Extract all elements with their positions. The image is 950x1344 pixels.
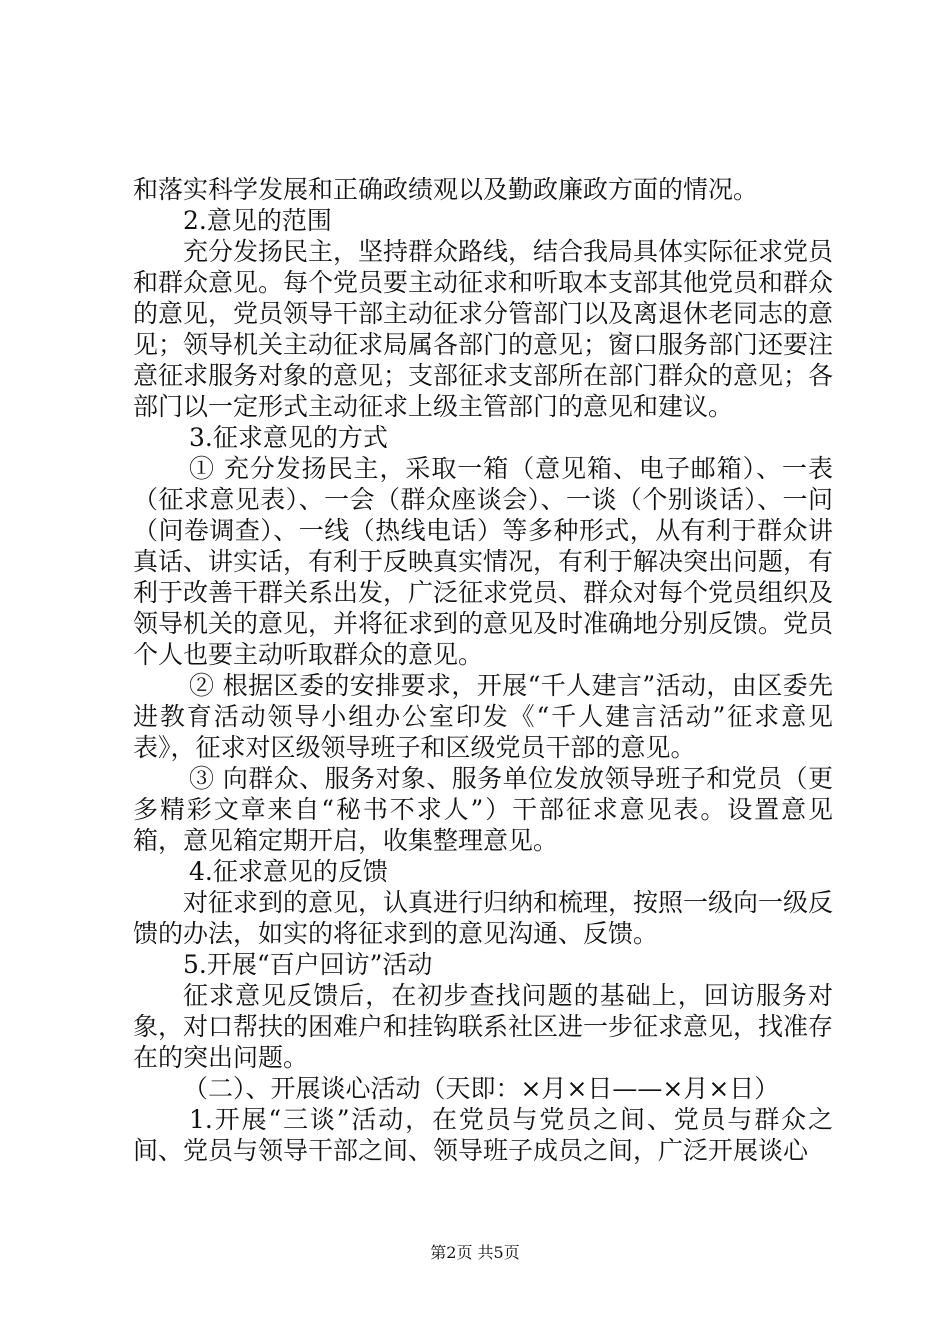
section-heading-feedback: 4.征求意见的反馈 [189, 857, 388, 886]
paragraph-method-2: ② 根据区委的安排要求，开展“千人建言”活动，由区委先进教育活动领导小组办公室印发《“千人建言活动”征求意见表》，征求对区级领导班子和区级党员干部的意见。 [133, 671, 833, 762]
section-heading-scope: 2.意见的范围 [183, 206, 332, 235]
section-heading-revisit: 5.开展“百户回访”活动 [183, 950, 433, 979]
section-heading-talks: （二）、开展谈心活动（天即：×月×日——×月×日） [183, 1074, 780, 1103]
paragraph-method-3: ③ 向群众、服务对象、服务单位发放领导班子和党员（更多精彩文章来自“秘书不求人”）干部征求意见表。设置意见箱，意见箱定期开启，收集整理意见。 [133, 764, 833, 855]
paragraph-method-1: ① 充分发扬民主，采取一箱（意见箱、电子邮箱）、一表（征求意见表）、一会（群众座谈会）、一谈（个别谈话）、一问（问卷调查）、一线（热线电话）等多种形式，从有利于群众讲真话、讲实话，有利于反映真实情况，有利于解决突出问题，有利于改善干群关系出发，广泛征求党员、群众对每个党员组织及领导机关的意见，并将征求到的意见及时准确地分别反馈。党员个人也要主动听取群众的意见。 [133, 454, 834, 669]
paragraph-three-talks: 1.开展“三谈”活动，在党员与党员之间、党员与群众之间、党员与领导干部之间、领导班子成员之间，广泛开展谈心 [133, 1105, 833, 1165]
section-heading-methods: 3.征求意见的方式 [189, 423, 388, 452]
page-footer: 第2页 共5页 [430, 1243, 520, 1262]
document-body [133, 174, 833, 1166]
paragraph-feedback: 对征求到的意见，认真进行归纳和梳理，按照一级向一级反馈的办法，如实的将征求到的意见沟通、反馈。 [133, 888, 834, 948]
paragraph-revisit: 征求意见反馈后，在初步查找问题的基础上，回访服务对象，对口帮扶的困难户和挂钩联系社区进一步征求意见，找准存在的突出问题。 [133, 981, 834, 1072]
paragraph-scope: 充分发扬民主，坚持群众路线，结合我局具体实际征求党员和群众意见。每个党员要主动征求和听取本支部其他党员和群众的意见，党员领导干部主动征求分管部门以及离退休老同志的意见；领导机关主动征求局属各部门的意见；窗口服务部门还要注意征求服务对象的意见；支部征求支部所在部门群众的意见；各部门以一定形式主动征求上级主管部门的意见和建议。 [133, 237, 834, 421]
paragraph-continuation: 和落实科学发展和正确政绩观以及勤政廉政方面的情况。 [133, 175, 759, 204]
